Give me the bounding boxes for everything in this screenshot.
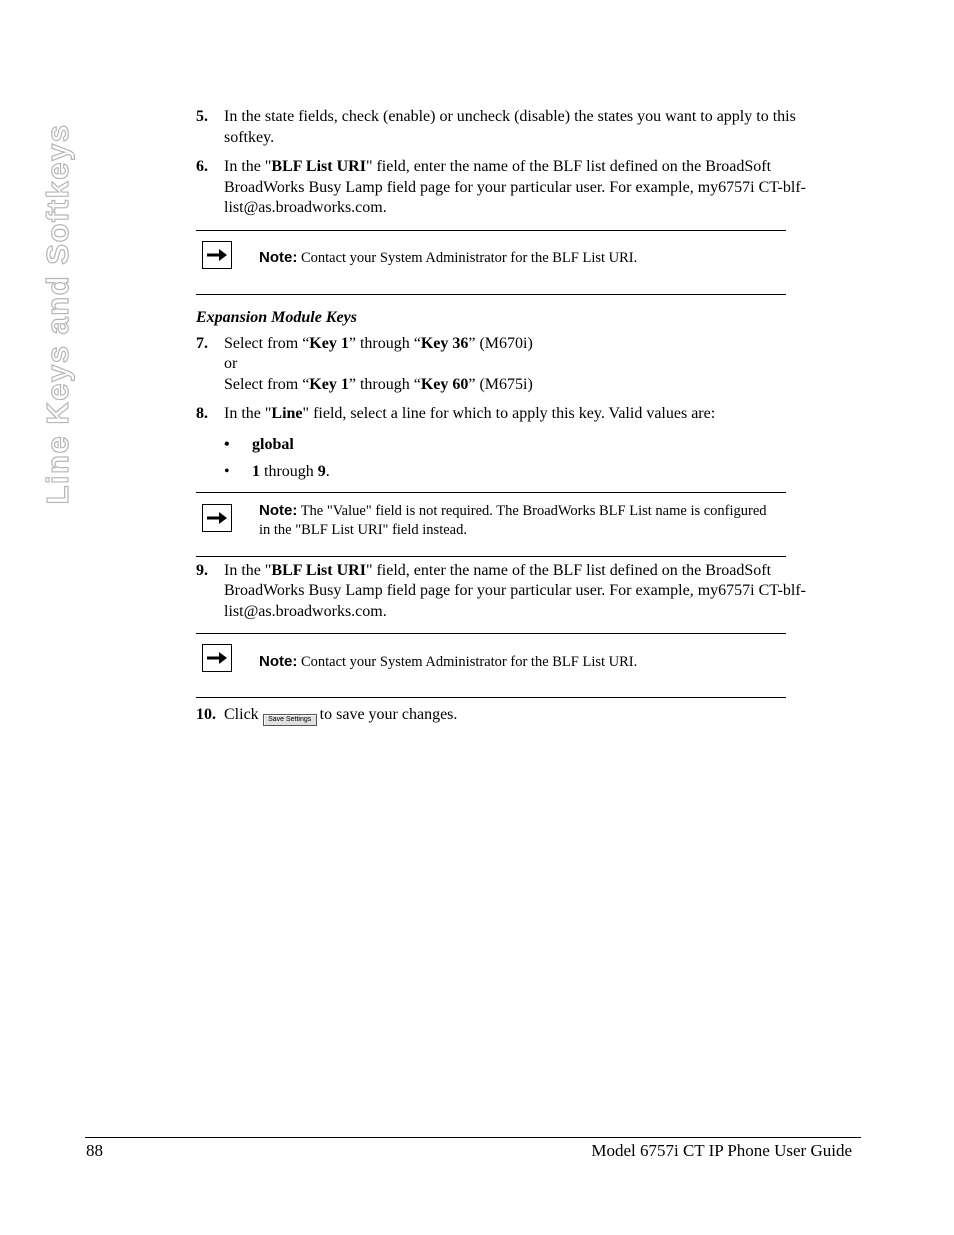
page-number: 88 (86, 1141, 103, 1160)
key-name: Key 1 (309, 375, 349, 393)
save-settings-button[interactable]: Save Settings (263, 714, 317, 726)
value-name: 1 (252, 462, 260, 480)
field-name: Line (271, 405, 303, 422)
step-6 (196, 157, 846, 219)
value-name: global (252, 435, 294, 453)
step-text-pre: In the " (224, 561, 272, 579)
step-text-post: " field, enter the name of the BLF list defined on the BroadSoft BroadWorks Busy Lamp field page for your particular user. For example, my6757i CT-blf-list@as.broadworks.com. (224, 561, 806, 620)
note-label: Note: (259, 501, 298, 519)
text: through (260, 462, 318, 480)
arrow-right-icon (202, 241, 232, 269)
bullet-dot: • (224, 462, 230, 480)
note-text-2 (259, 501, 779, 540)
step-text-pre: In the " (224, 158, 272, 175)
side-chapter-title (38, 108, 78, 520)
step-5 (196, 107, 846, 148)
key-name: Key 1 (309, 334, 349, 352)
step-text-post: " field, enter the name of the BLF list defined on the BroadSoft BroadWorks Busy Lamp field page for your particular user. For example, my6757i CT-blf-list@as.broadworks.com. (224, 158, 806, 216)
bullet-range (196, 462, 846, 482)
note-body: The "Value" field is not required. The BroadWorks BLF List name is configured in the "BLF List URI" field instead. (259, 502, 767, 538)
note-label: Note: (259, 248, 298, 266)
step-text-post: " field, select a line for which to apply this key. Valid values are: (302, 405, 716, 422)
step-number: 5. (196, 108, 208, 125)
text: ” (M670i) (468, 334, 533, 352)
step-10 (196, 705, 846, 726)
step-number: 8. (196, 405, 208, 422)
note-box-2 (196, 492, 786, 557)
key-name: Key 60 (420, 375, 469, 393)
field-name: BLF List URI (271, 561, 366, 579)
text: . (325, 462, 330, 480)
step-text-post: to save your changes. (319, 706, 458, 723)
step-text: In the state fields, check (enable) or uncheck (disable) the states you want to apply to this softkey. (224, 108, 796, 146)
page-content (196, 107, 846, 735)
step-7-or: or (224, 355, 238, 372)
step-number: 6. (196, 158, 208, 175)
side-chapter-title-text: Line Keys and Softkeys (40, 123, 75, 505)
text: ” through “ (348, 375, 421, 393)
text: ” (M675i) (468, 375, 533, 393)
text: ” through “ (348, 334, 421, 352)
note-body: Contact your System Administrator for the BLF List URI. (300, 654, 638, 670)
note-text-1 (259, 248, 779, 268)
step-7 (196, 334, 846, 396)
bullet-global (196, 435, 846, 455)
step-9 (196, 561, 846, 623)
section-subheading: Expansion Module Keys (196, 308, 357, 326)
bullet-dot: • (224, 435, 230, 453)
step-7-line-a (224, 334, 846, 355)
step-text-pre: Click (224, 706, 259, 723)
step-number: 10. (196, 706, 216, 723)
note-box-3 (196, 633, 786, 698)
footer-divider (85, 1137, 861, 1138)
note-text-3 (259, 652, 779, 672)
value-name: 9 (317, 462, 326, 480)
field-name: BLF List URI (271, 158, 366, 175)
text: Select from “ (224, 375, 310, 393)
step-number: 7. (196, 334, 208, 352)
step-7-line-b (224, 375, 846, 396)
text: Select from “ (224, 334, 310, 352)
note-box-1 (196, 230, 786, 295)
key-name: Key 36 (420, 334, 469, 352)
footer-guide-title: Model 6757i CT IP Phone User Guide (591, 1141, 852, 1160)
note-label: Note: (259, 653, 298, 670)
note-body: Contact your System Administrator for the BLF List URI. (300, 249, 638, 266)
arrow-right-icon (202, 644, 232, 672)
step-text-pre: In the " (224, 405, 272, 422)
step-8 (196, 404, 846, 425)
arrow-right-icon (202, 504, 232, 532)
step-number: 9. (196, 561, 208, 579)
